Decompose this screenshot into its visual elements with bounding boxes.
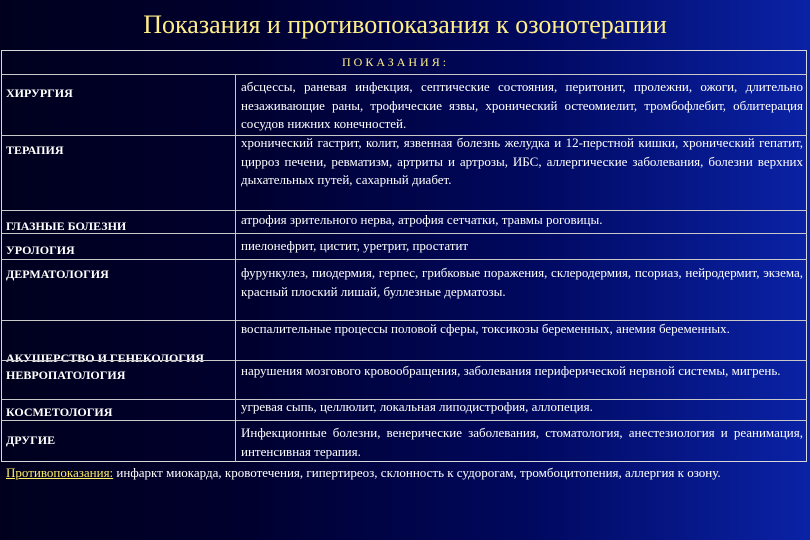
row-divider bbox=[2, 420, 807, 421]
contraindications bbox=[6, 463, 806, 482]
category-dermatology: ДЕРМАТОЛОГИЯ bbox=[6, 267, 109, 281]
indications-cosmetology: угревая сыпь, целлюлит, локальная липодистрофия, аллопеция. bbox=[241, 399, 593, 414]
category-urology: УРОЛОГИЯ bbox=[6, 243, 75, 257]
indications-urology: пиелонефрит, цистит, уретрит, простатит bbox=[241, 238, 469, 253]
indications-neuropathology: нарушения мозгового кровообращения, заболевания периферической нервной системы, мигрень. bbox=[241, 363, 781, 378]
indications-surgery: абсцессы, раневая инфекция, септические состояния, перитонит, пролежни, ожоги, длительно незаживающие раны, трофические язвы, хронический остеомиелит, тромбофлебит, облитерация сосудов нижних конечностей. bbox=[241, 79, 803, 131]
indications-therapy: хронический гастрит, колит, язвенная болезнь желудка и 12-перстной кишки, хронический гепатит, цирроз печени, ревматизм, артриты и артрозы, ИБС, аллергические заболевания, болезни верхних дыхательных путей, сахарный диабет. bbox=[241, 135, 803, 187]
row-divider bbox=[2, 233, 807, 234]
category-therapy: ТЕРАПИЯ bbox=[6, 143, 64, 157]
column-divider bbox=[235, 74, 236, 462]
indications-obstetrics-gynecology: воспалительные процессы половой сферы, токсикозы беременных, анемия беременных. bbox=[241, 321, 730, 336]
slide-title: Показания и противопоказания к озонотерапии bbox=[143, 10, 667, 39]
indications-dermatology: фурункулез, пиодермия, герпес, грибковые поражения, склеродермия, псориаз, нейродермит, экзема, красный плоский лишай, буллезные дерматозы. bbox=[241, 265, 803, 299]
indications-eye-diseases: атрофия зрительного нерва, атрофия сетчатки, травмы роговицы. bbox=[241, 212, 603, 227]
contraindications-label: Противопоказания: bbox=[6, 465, 114, 480]
category-cosmetology: КОСМЕТОЛОГИЯ bbox=[6, 405, 113, 419]
category-other: ДРУГИЕ bbox=[6, 433, 56, 447]
row-divider bbox=[2, 360, 807, 361]
contraindications-text: инфаркт миокарда, кровотечения, гипертиреоз, склонность к судорогам, тромбоцитопения, аллергия к озону. bbox=[113, 465, 721, 480]
indications-other: Инфекционные болезни, венерические заболевания, стоматология, анестезиология и реанимация, интенсивная терапия. bbox=[241, 425, 803, 459]
row-divider bbox=[2, 259, 807, 260]
category-surgery: ХИРУРГИЯ bbox=[6, 86, 73, 100]
category-eye-diseases: ГЛАЗНЫЕ БОЛЕЗНИ bbox=[6, 219, 127, 233]
category-neuropathology: НЕВРОПАТОЛОГИЯ bbox=[6, 368, 126, 382]
header-divider bbox=[2, 74, 807, 75]
table-header: ПОКАЗАНИЯ: bbox=[342, 55, 450, 69]
category-obstetrics-gynecology: АКУШЕРСТВО И ГЕНЕКОЛОГИЯ bbox=[6, 351, 204, 365]
